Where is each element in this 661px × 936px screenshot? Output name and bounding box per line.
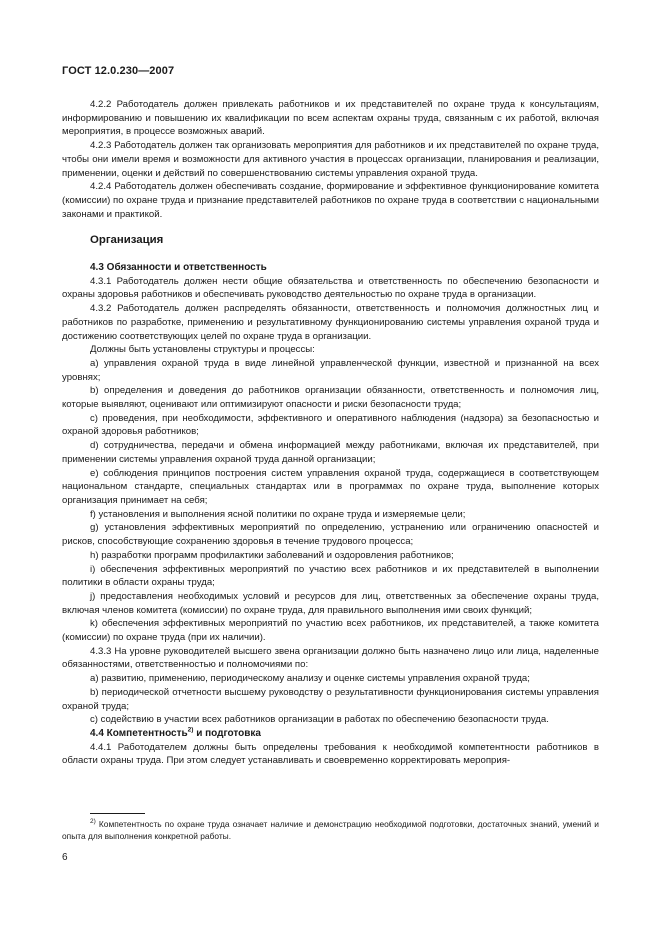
main-text — [62, 98, 599, 768]
paragraph-4-4-1: 4.4.1 Работодателем должны быть определены требования к необходимой компетентности работников в области охраны труда. При этом следует устанавливать и своевременно корректировать мероприя- — [62, 741, 599, 767]
list-item-h: h) разработки программ профилактики заболеваний и оздоровления работников; — [90, 549, 454, 561]
list-item-f: f) установления и выполнения ясной политики по охране труда и измеряемые цели; — [90, 508, 466, 520]
paragraph-4-3-3: 4.3.3 На уровне руководителей высшего звена организации должно быть назначено лицо или лица, наделенные обязанностями, ответственностью и полномочиями по: — [62, 645, 599, 671]
footnote-ref: 2) — [187, 726, 194, 734]
paragraph-4-2-2: 4.2.2 Работодатель должен привлекать работников и их представителей по охране труда к консультациям, информированию и повышению их квалификации по всем аспектам охраны труда, связанным с их работой, включая мероприятия, в процессе возможных аварий. — [62, 99, 599, 138]
list-item-a: a) управления охраной труда в виде линейной управленческой функции, известной и признанной на всех уровнях; — [62, 357, 599, 383]
list-lead: Должны быть установлены структуры и процессы: — [90, 344, 315, 356]
section-title: Организация — [90, 234, 164, 247]
list-item-d: d) сотрудничества, передачи и обмена информацией между работниками, включая их представителей, при применении системы управления охраной труда данной организации; — [62, 440, 599, 465]
subsection-title-4-4-rest: и подготовка — [193, 727, 261, 739]
document-header: ГОСТ 12.0.230—2007 — [62, 65, 175, 77]
footnote-divider — [90, 813, 145, 814]
list-item-j: j) предоставления необходимых условий и ресурсов для лиц, ответственных за обеспечение охраны труда, включая членов комитета (комиссии) по охране труда, для правильного выполнения ими своих функций; — [62, 590, 599, 616]
paragraph-4-3-1: 4.3.1 Работодатель должен нести общие обязательства и ответственность по обеспечению безопасности и охраны здоровья работников и обеспечивать руководство деятельностью по охране труда в организации. — [62, 275, 599, 301]
list-item-b: b) определения и доведения до работников организации обязанности, ответственность и полномочия лиц, которые выявляют, оценивают или оптимизируют опасности и риски безопасности труда; — [62, 385, 599, 411]
page-number: 6 — [62, 852, 68, 863]
paragraph-4-3-2: 4.3.2 Работодатель должен распределять обязанности, ответственность и полномочия должностных лиц и работников по разработке, применению и результативному функционированию системы управления охраной труда и достижению соответствующих целей по охране труда в организации. — [62, 303, 599, 342]
list-item-e: e) соблюдения принципов построения систем управления охраной труда, содержащиеся в соответствующем национальном стандарте, специальных стандартах или в программах по охране труда, выполнение которых организация принимает на себя; — [62, 467, 599, 506]
paragraph-4-2-3: 4.2.3 Работодатель должен так организовать мероприятия для работников и их представителей по охране труда, чтобы они имели время и возможности для активного участия в процессах организации, планирования и реализации, применении, оценки и действий по совершенствованию системы управления охраной труда. — [62, 140, 599, 179]
list3-item-a: a) развитию, применению, периодическому анализу и оценке системы управления охраной труда; — [90, 673, 530, 685]
list-item-k: k) обеспечения эффективных мероприятий по участию всех работников, их представителей, а также комитета (комиссии) по охране труда (при их наличии). — [62, 618, 599, 644]
subsection-title-4-4 — [62, 727, 599, 741]
footnote-mark: 2) — [90, 818, 96, 826]
footnote-text: Компетентность по охране труда означает наличие и демонстрацию необходимой подготовки, достаточных знаний, умений и опыта для выполнения конкретной работы. — [62, 819, 599, 841]
list-item-g: g) установления эффективных мероприятий по определению, устранению или ограничению опасностей и рисков, способствующие сохранению здоровья в течение трудового процесса; — [62, 522, 599, 548]
list-item-i: i) обеспечения эффективных мероприятий по участию всех работников и их представителей в выполнении политики в области охраны труда; — [62, 563, 599, 589]
paragraph-4-2-4: 4.2.4 Работодатель должен обеспечивать создание, формирование и эффективное функционирование комитета (комиссии) по охране труда и признание представителей работников по охране труда в соответствии с национальными законами и практикой. — [62, 181, 599, 220]
list3-item-b: b) периодической отчетности высшему руководству о результативности функционирования системы управления охраной труда; — [62, 686, 599, 712]
list3-item-c: c) содействию в участии всех работников организации в работах по обеспечению безопасности труда. — [90, 714, 549, 726]
list-item-c: c) проведения, при необходимости, эффективного и оперативного наблюдения (надзора) за безопасностью и охраной здоровья работников; — [62, 412, 599, 438]
footnote — [62, 818, 599, 842]
subsection-title-4-3: 4.3 Обязанности и ответственность — [90, 262, 267, 274]
subsection-title-4-4-main: 4.4 Компетентность — [90, 727, 188, 739]
